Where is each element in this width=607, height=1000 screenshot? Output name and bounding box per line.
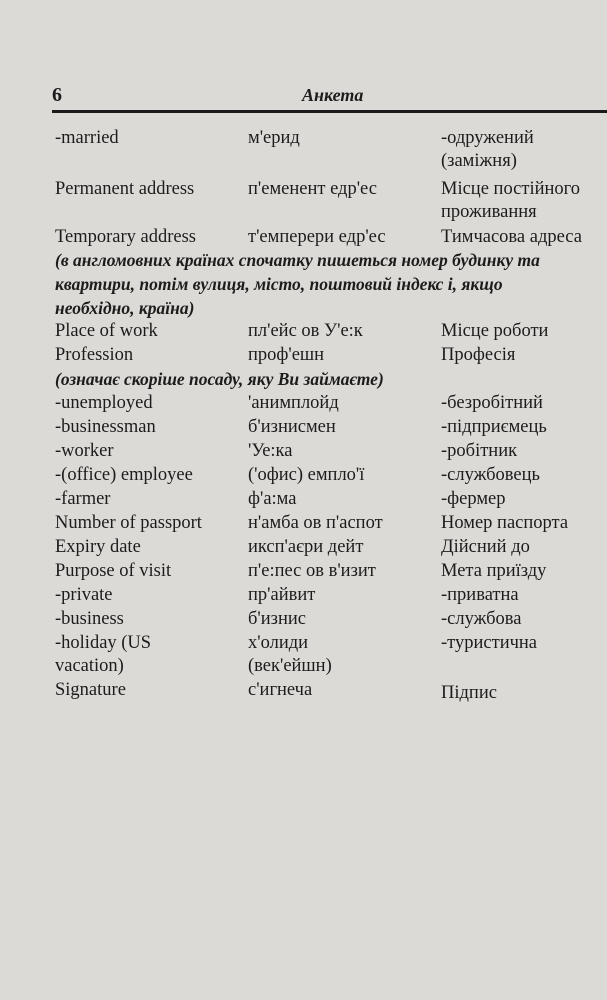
pronunciation: проф'ешн [248, 345, 325, 365]
pronunciation: ф'а:ма [248, 489, 297, 509]
pronunciation: б'изнисмен [248, 417, 336, 437]
translation-line2: (заміжня) [441, 151, 517, 171]
english-term: Signature [55, 680, 126, 700]
english-term: Permanent address [55, 179, 195, 199]
address-note-line2: квартири, потім вулиця, місто, поштовий індекс і, якщо [55, 274, 503, 294]
translation: Місце роботи [441, 321, 549, 341]
pronunciation: п'е:пес ов в'изит [248, 561, 376, 581]
translation: Дійсний до [441, 537, 530, 557]
english-term: -(office) employee [55, 465, 193, 485]
pronunciation-line2: (век'ейшн) [248, 656, 332, 676]
profession-note: (означає скоріше посаду, яку Ви займаєте) [55, 369, 384, 389]
pronunciation: 'анимплойд [248, 393, 339, 413]
translation: -приватна [441, 585, 519, 605]
translation: -фермер [441, 489, 506, 509]
english-term: Number of passport [55, 513, 202, 533]
header-rule [52, 110, 607, 113]
translation: Мета приїзду [441, 561, 547, 581]
address-note-line3: необхідно, країна) [55, 298, 195, 318]
pronunciation: пл'ейс ов У'е:к [248, 321, 363, 341]
english-term-line2: vacation) [55, 656, 124, 676]
english-term: -unemployed [55, 393, 153, 413]
translation: -робітник [441, 441, 518, 461]
translation: Професія [441, 345, 516, 365]
translation: -безробітний [441, 393, 543, 413]
english-term: -married [55, 128, 119, 148]
pronunciation: с'игнеча [248, 680, 313, 700]
pronunciation: 'Уе:ка [248, 441, 293, 461]
english-term: -farmer [55, 489, 111, 509]
english-term: -private [55, 585, 113, 605]
english-term: Temporary address [55, 227, 196, 247]
english-term: Place of work [55, 321, 158, 341]
translation: -службовець [441, 465, 540, 485]
english-term: -holiday (US [55, 633, 152, 653]
pronunciation: ('офис) емпло'ї [248, 465, 365, 485]
english-term: Expiry date [55, 537, 141, 557]
page-header [52, 80, 607, 108]
english-term: -businessman [55, 417, 156, 437]
pronunciation: х'олиди [248, 633, 309, 653]
translation: -одружений [441, 128, 534, 148]
pronunciation: м'ерид [248, 128, 300, 148]
translation: Місце постійного [441, 179, 581, 199]
translation-line2: проживання [441, 202, 537, 222]
english-term: -business [55, 609, 124, 629]
pronunciation: иксп'аєри дейт [248, 537, 364, 557]
translation: Тимчасова адреса [441, 227, 582, 247]
pronunciation: п'еменент едр'ес [248, 179, 377, 199]
translation: Номер паспорта [441, 513, 569, 533]
address-note-line1: (в англомовних країнах спочатку пишеться номер будинку та [55, 250, 540, 270]
translation: -підприємець [441, 417, 547, 437]
translation: -туристична [441, 633, 538, 653]
translation: -службова [441, 609, 522, 629]
english-term: -worker [55, 441, 114, 461]
english-term: Profession [55, 345, 134, 365]
pronunciation: пр'айвит [248, 585, 316, 605]
page-number: 6 [52, 84, 62, 106]
translation: Підпис [441, 683, 497, 703]
english-term: Purpose of visit [55, 561, 172, 581]
pronunciation: б'изнис [248, 609, 306, 629]
pronunciation: н'амба ов п'аспот [248, 513, 383, 533]
pronunciation: т'емперери едр'ес [248, 227, 386, 247]
running-title: Анкета [302, 85, 364, 105]
